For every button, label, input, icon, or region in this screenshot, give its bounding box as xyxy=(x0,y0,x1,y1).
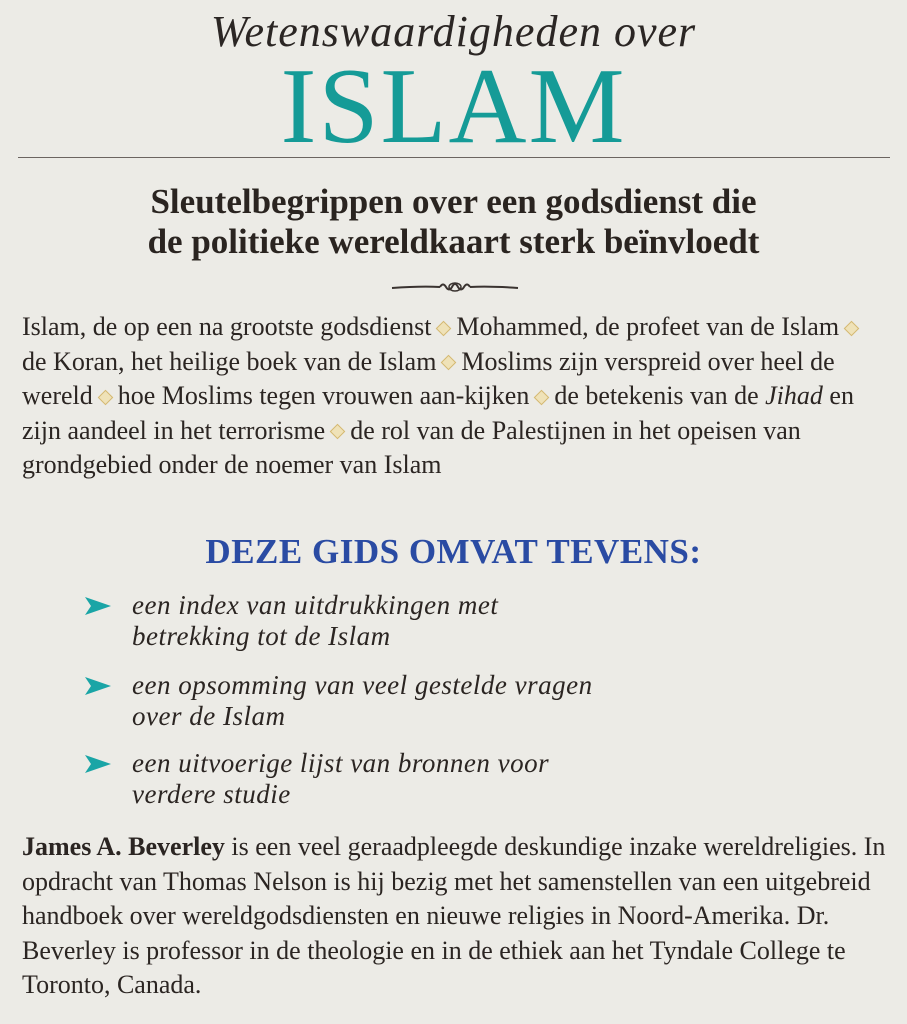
subtitle xyxy=(0,182,907,262)
feature-line-1: een index van uitdrukkingen met xyxy=(132,590,499,620)
ornament-icon xyxy=(390,280,520,296)
author-name: James A. Beverley xyxy=(22,832,225,861)
feature-line-2: betrekking tot de Islam xyxy=(132,621,391,651)
author-bio xyxy=(22,830,888,1003)
feature-line-1: een opsomming van veel gestelde vragen xyxy=(132,670,593,700)
pre-title: Wetenswaardigheden over xyxy=(210,7,697,56)
feature-text xyxy=(132,748,772,810)
intro-item-1: Islam, de op een na grootste godsdienst xyxy=(22,312,432,341)
arrow-icon xyxy=(84,676,112,696)
feature-text xyxy=(132,670,772,732)
diamond-icon xyxy=(534,389,550,405)
section-heading: DEZE GIDS OMVAT TEVENS: xyxy=(205,532,702,571)
main-title: ISLAM xyxy=(280,47,627,166)
feature-line-1: een uitvoerige lijst van bronnen voor xyxy=(132,748,550,778)
intro-item-4: Moslims zijn verspreid over heel de wereld xyxy=(22,346,835,410)
intro-item-3: de Koran, het heilige boek van de Islam xyxy=(22,346,437,376)
diamond-icon xyxy=(97,389,113,405)
arrow-icon xyxy=(84,754,112,774)
feature-line-2: verdere studie xyxy=(132,779,291,809)
intro-item-7: de rol van de Palestijnen in het opeisen van grondgebied onder de noemer van Islam xyxy=(22,415,801,479)
subtitle-line-1: Sleutelbegrippen over een godsdienst die xyxy=(150,182,757,221)
intro-item-6-end: en zijn aandeel in het terrorisme xyxy=(22,381,854,445)
subtitle-line-2: de politieke wereldkaart sterk beïnvloedt xyxy=(147,222,760,261)
diamond-icon xyxy=(330,424,346,440)
diamond-icon xyxy=(844,320,860,336)
intro-item-6: de betekenis van de xyxy=(554,381,759,410)
intro-item-5: hoe Moslims tegen vrouwen aan-kijken xyxy=(117,381,530,410)
diamond-icon xyxy=(441,355,457,371)
feature-line-2: over de Islam xyxy=(132,701,286,731)
diamond-icon xyxy=(436,320,452,336)
feature-text xyxy=(132,590,772,652)
intro-item-2: Mohammed, de profeet van de Islam xyxy=(456,312,840,341)
arrow-icon xyxy=(84,596,112,616)
intro-item-6-emphasis: Jihad xyxy=(765,381,823,410)
title-divider xyxy=(18,157,890,158)
bio-text: is een veel geraadpleegde deskundige inzake wereldreligies. In opdracht van Thomas Nelson is hij bezig met het samenstellen van een uitgebreid handboek over wereldgodsdiensten en nieuwe religies in Noord-Amerika. Dr. Beverley is professor in de theologie en in de ethiek aan het Tyndale College te Toronto, Canada. xyxy=(22,832,886,999)
intro-paragraph xyxy=(22,310,888,483)
